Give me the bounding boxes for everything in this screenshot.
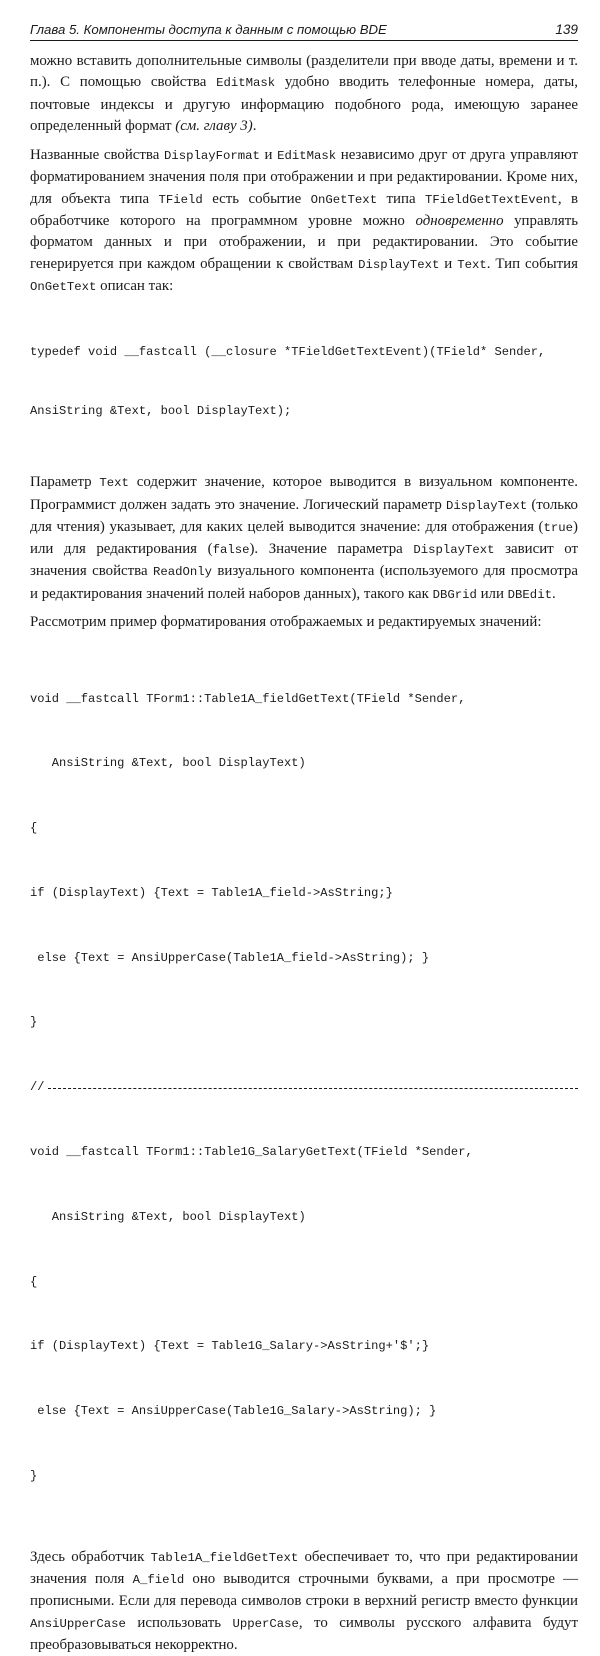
code-term: OnGetText [30, 279, 97, 294]
paragraph-3: Параметр Text содержит значение, которое выводится в визуальном компоненте. Программист должен задать это значение. Логический параметр DisplayText (только для чтения) указывает, для каких целей выводится значение: для отображения (true) или для редактирования (false). Значение параметра DisplayText зависит от значения свойства ReadOnly визуального компонента (используемого для просмотра и редактирования значений полей наборов данных), такого как DBGrid или DBEdit. [30, 474, 578, 602]
code-term: AnsiUpperCase [30, 1616, 126, 1631]
code-line: { [30, 1274, 38, 1289]
code-term: EditMask [277, 149, 337, 164]
code-typedef [30, 304, 578, 460]
code-line: if (DisplayText) {Text = Table1G_Salary->AsString+'$';} [30, 1339, 430, 1354]
page-number: 139 [555, 22, 578, 37]
chapter-title: Глава 5. Компоненты доступа к данным с помощью BDE [30, 22, 387, 37]
code-term: false [212, 543, 250, 558]
code-term: DisplayFormat [163, 149, 260, 164]
code-term: ReadOnly [152, 565, 212, 580]
code-line: typedef void __fastcall (__closure *TFieldGetTextEvent)(TField* Sender, [30, 345, 546, 360]
code-line: void __fastcall TForm1::Table1G_SalaryGetText(TField *Sender, [30, 1145, 473, 1159]
code-separator-line [30, 1077, 578, 1099]
code-term: DisplayText [358, 257, 440, 272]
comment-marker: // [30, 1080, 45, 1095]
code-term: DBEdit [507, 587, 552, 602]
code-line: } [30, 1015, 38, 1030]
code-line: AnsiString &Text, bool DisplayText); [30, 403, 292, 418]
code-line: } [30, 1468, 38, 1483]
code-term: UpperCase [232, 1616, 299, 1631]
code-line: { [30, 821, 38, 836]
emphasis: одновременно [415, 213, 504, 230]
paragraph-5: Здесь обработчик Table1A_fieldGetText обеспечивает то, что при редактировании значения поля A_field оно выводится строчными буквами, а при просмотре — прописными. Если для перевода символов строки в верхний регистр вместо функции AnsiUpperCase использовать UpperCase, то символы русского алфавита будут преобразовываться некорректно. [30, 1548, 578, 1653]
code-term: DBGrid [432, 587, 477, 602]
code-term: TField [158, 192, 203, 207]
code-term: Table1A_fieldGetText [150, 1550, 299, 1565]
code-line: AnsiString &Text, bool DisplayText) [30, 1209, 306, 1224]
code-line: else {Text = AnsiUpperCase(Table1G_Salary->AsString); } [30, 1404, 437, 1419]
book-page [30, 22, 578, 1656]
code-example [30, 645, 578, 1530]
code-term: Text [457, 257, 487, 272]
dashed-rule [48, 1088, 578, 1089]
paragraph-2: Названные свойства DisplayFormat и EditMask независимо друг от друга управляют форматированием значения поля при отображении и при редактировании. Кроме них, для объекта типа TField есть событие OnGetText типа TFieldGetTextEvent, в обработчике которого на программном уровне можно одновременно управлять форматом данных и при отображении, и при редактировании. Это событие генерируется при каждом обращении к свойствам DisplayText и Text. Тип события OnGetText описан так: [30, 147, 579, 294]
code-term: TFieldGetTextEvent [424, 192, 558, 207]
code-term: DisplayText [413, 543, 495, 558]
code-term: A_field [132, 1572, 185, 1587]
code-term: EditMask [216, 76, 276, 91]
code-term: DisplayText [445, 498, 528, 513]
code-line: if (DisplayText) {Text = Table1A_field->AsString;} [30, 885, 393, 900]
code-line: AnsiString &Text, bool DisplayText) [30, 756, 306, 771]
code-line: else {Text = AnsiUpperCase(Table1A_field->AsString); } [30, 950, 430, 965]
chapter-reference: (см. главу 3) [175, 117, 253, 134]
paragraph-1: можно вставить дополнительные символы (разделители при вводе даты, времени и т. п.). С помощью свойства EditMask удобно вводить телефонные номера, даты, почтовые индексы и другую информацию подобного рода, имеющую заранее определенный формат (см. главу 3). [30, 53, 578, 134]
code-term: true [543, 520, 574, 535]
code-term: OnGetText [310, 192, 378, 207]
paragraph-4: Рассмотрим пример форматирования отображаемых и редактируемых значений: [30, 614, 542, 631]
code-line: void __fastcall TForm1::Table1A_fieldGetText(TField *Sender, [30, 691, 466, 706]
running-header [30, 22, 578, 41]
code-term: Text [99, 476, 129, 491]
